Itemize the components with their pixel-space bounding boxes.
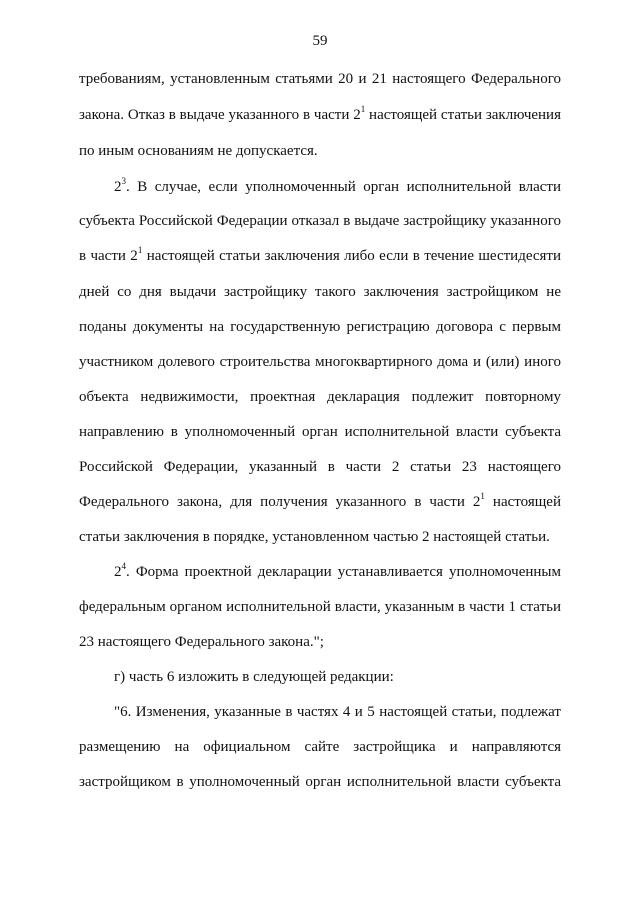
text-run: в части 2 xyxy=(79,248,138,264)
text-run: Федерального закона, для получения указанного в части 2 xyxy=(79,494,481,510)
text-line xyxy=(79,247,561,265)
text-line xyxy=(79,353,561,371)
superscript: 1 xyxy=(480,491,485,501)
text-run: по иным основаниям не допускается. xyxy=(79,143,318,159)
text-line xyxy=(114,563,561,581)
text-run: . Форма проектной декларации устанавливается уполномоченным xyxy=(126,564,561,580)
page-number: 59 xyxy=(312,33,328,49)
text-run: объекта недвижимости, проектная декларация подлежит повторному xyxy=(79,389,561,405)
text-run: настоящей статьи заключения либо если в течение шестидесяти xyxy=(142,248,562,264)
text-line xyxy=(79,423,561,441)
text-line xyxy=(79,633,561,651)
text-run: поданы документы на государственную регистрацию договора с первым xyxy=(79,319,561,335)
text-run: настоящей xyxy=(484,494,561,510)
text-run: дней со дня выдачи застройщику такого заключения застройщиком не xyxy=(79,284,561,300)
text-line xyxy=(114,668,561,686)
text-line xyxy=(79,212,561,230)
text-line xyxy=(79,738,561,756)
text-line xyxy=(79,773,561,791)
text-run: "6. Изменения, указанные в частях 4 и 5 настоящей статьи, подлежат xyxy=(114,704,561,720)
text-run: . В случае, если уполномоченный орган исполнительной власти xyxy=(126,179,561,195)
text-line xyxy=(79,528,561,546)
text-run: застройщиком в уполномоченный орган исполнительной власти субъекта xyxy=(79,774,561,790)
superscript: 3 xyxy=(121,176,126,186)
text-run: размещению на официальном сайте застройщика и направляются xyxy=(79,739,561,755)
superscript: 1 xyxy=(137,245,143,255)
text-line xyxy=(114,178,561,196)
superscript: 1 xyxy=(360,104,366,114)
text-run: настоящей статьи заключения xyxy=(365,107,561,123)
superscript: 4 xyxy=(121,561,126,571)
text-run: г) часть 6 изложить в следующей редакции: xyxy=(114,669,394,685)
text-line xyxy=(79,388,561,406)
text-line xyxy=(79,493,561,511)
text-run: федеральным органом исполнительной власти, указанным в части 1 статьи xyxy=(79,599,561,615)
text-run: Российской Федерации, указанный в части 2 статьи 23 настоящего xyxy=(79,459,561,475)
text-line xyxy=(79,142,561,160)
text-line xyxy=(79,70,561,88)
text-line xyxy=(79,318,561,336)
text-run: 2 xyxy=(114,179,122,195)
text-run: субъекта Российской Федерации отказал в выдаче застройщику указанного xyxy=(79,213,561,229)
text-run: статьи заключения в порядке, установленном частью 2 настоящей статьи. xyxy=(79,529,550,545)
text-line xyxy=(79,106,561,124)
text-run: направлению в уполномоченный орган исполнительной власти субъекта xyxy=(79,424,561,440)
text-run: участником долевого строительства многоквартирного дома и (или) иного xyxy=(79,354,561,370)
text-run: требованиям, установленным статьями 20 и 21 настоящего Федерального xyxy=(79,71,561,87)
text-line xyxy=(114,703,561,721)
text-line xyxy=(79,283,561,301)
text-run: 23 настоящего Федерального закона."; xyxy=(79,634,324,650)
text-run: 2 xyxy=(114,564,122,580)
text-line xyxy=(79,458,561,476)
text-run: закона. Отказ в выдаче указанного в части 2 xyxy=(79,107,361,123)
text-line xyxy=(79,598,561,616)
